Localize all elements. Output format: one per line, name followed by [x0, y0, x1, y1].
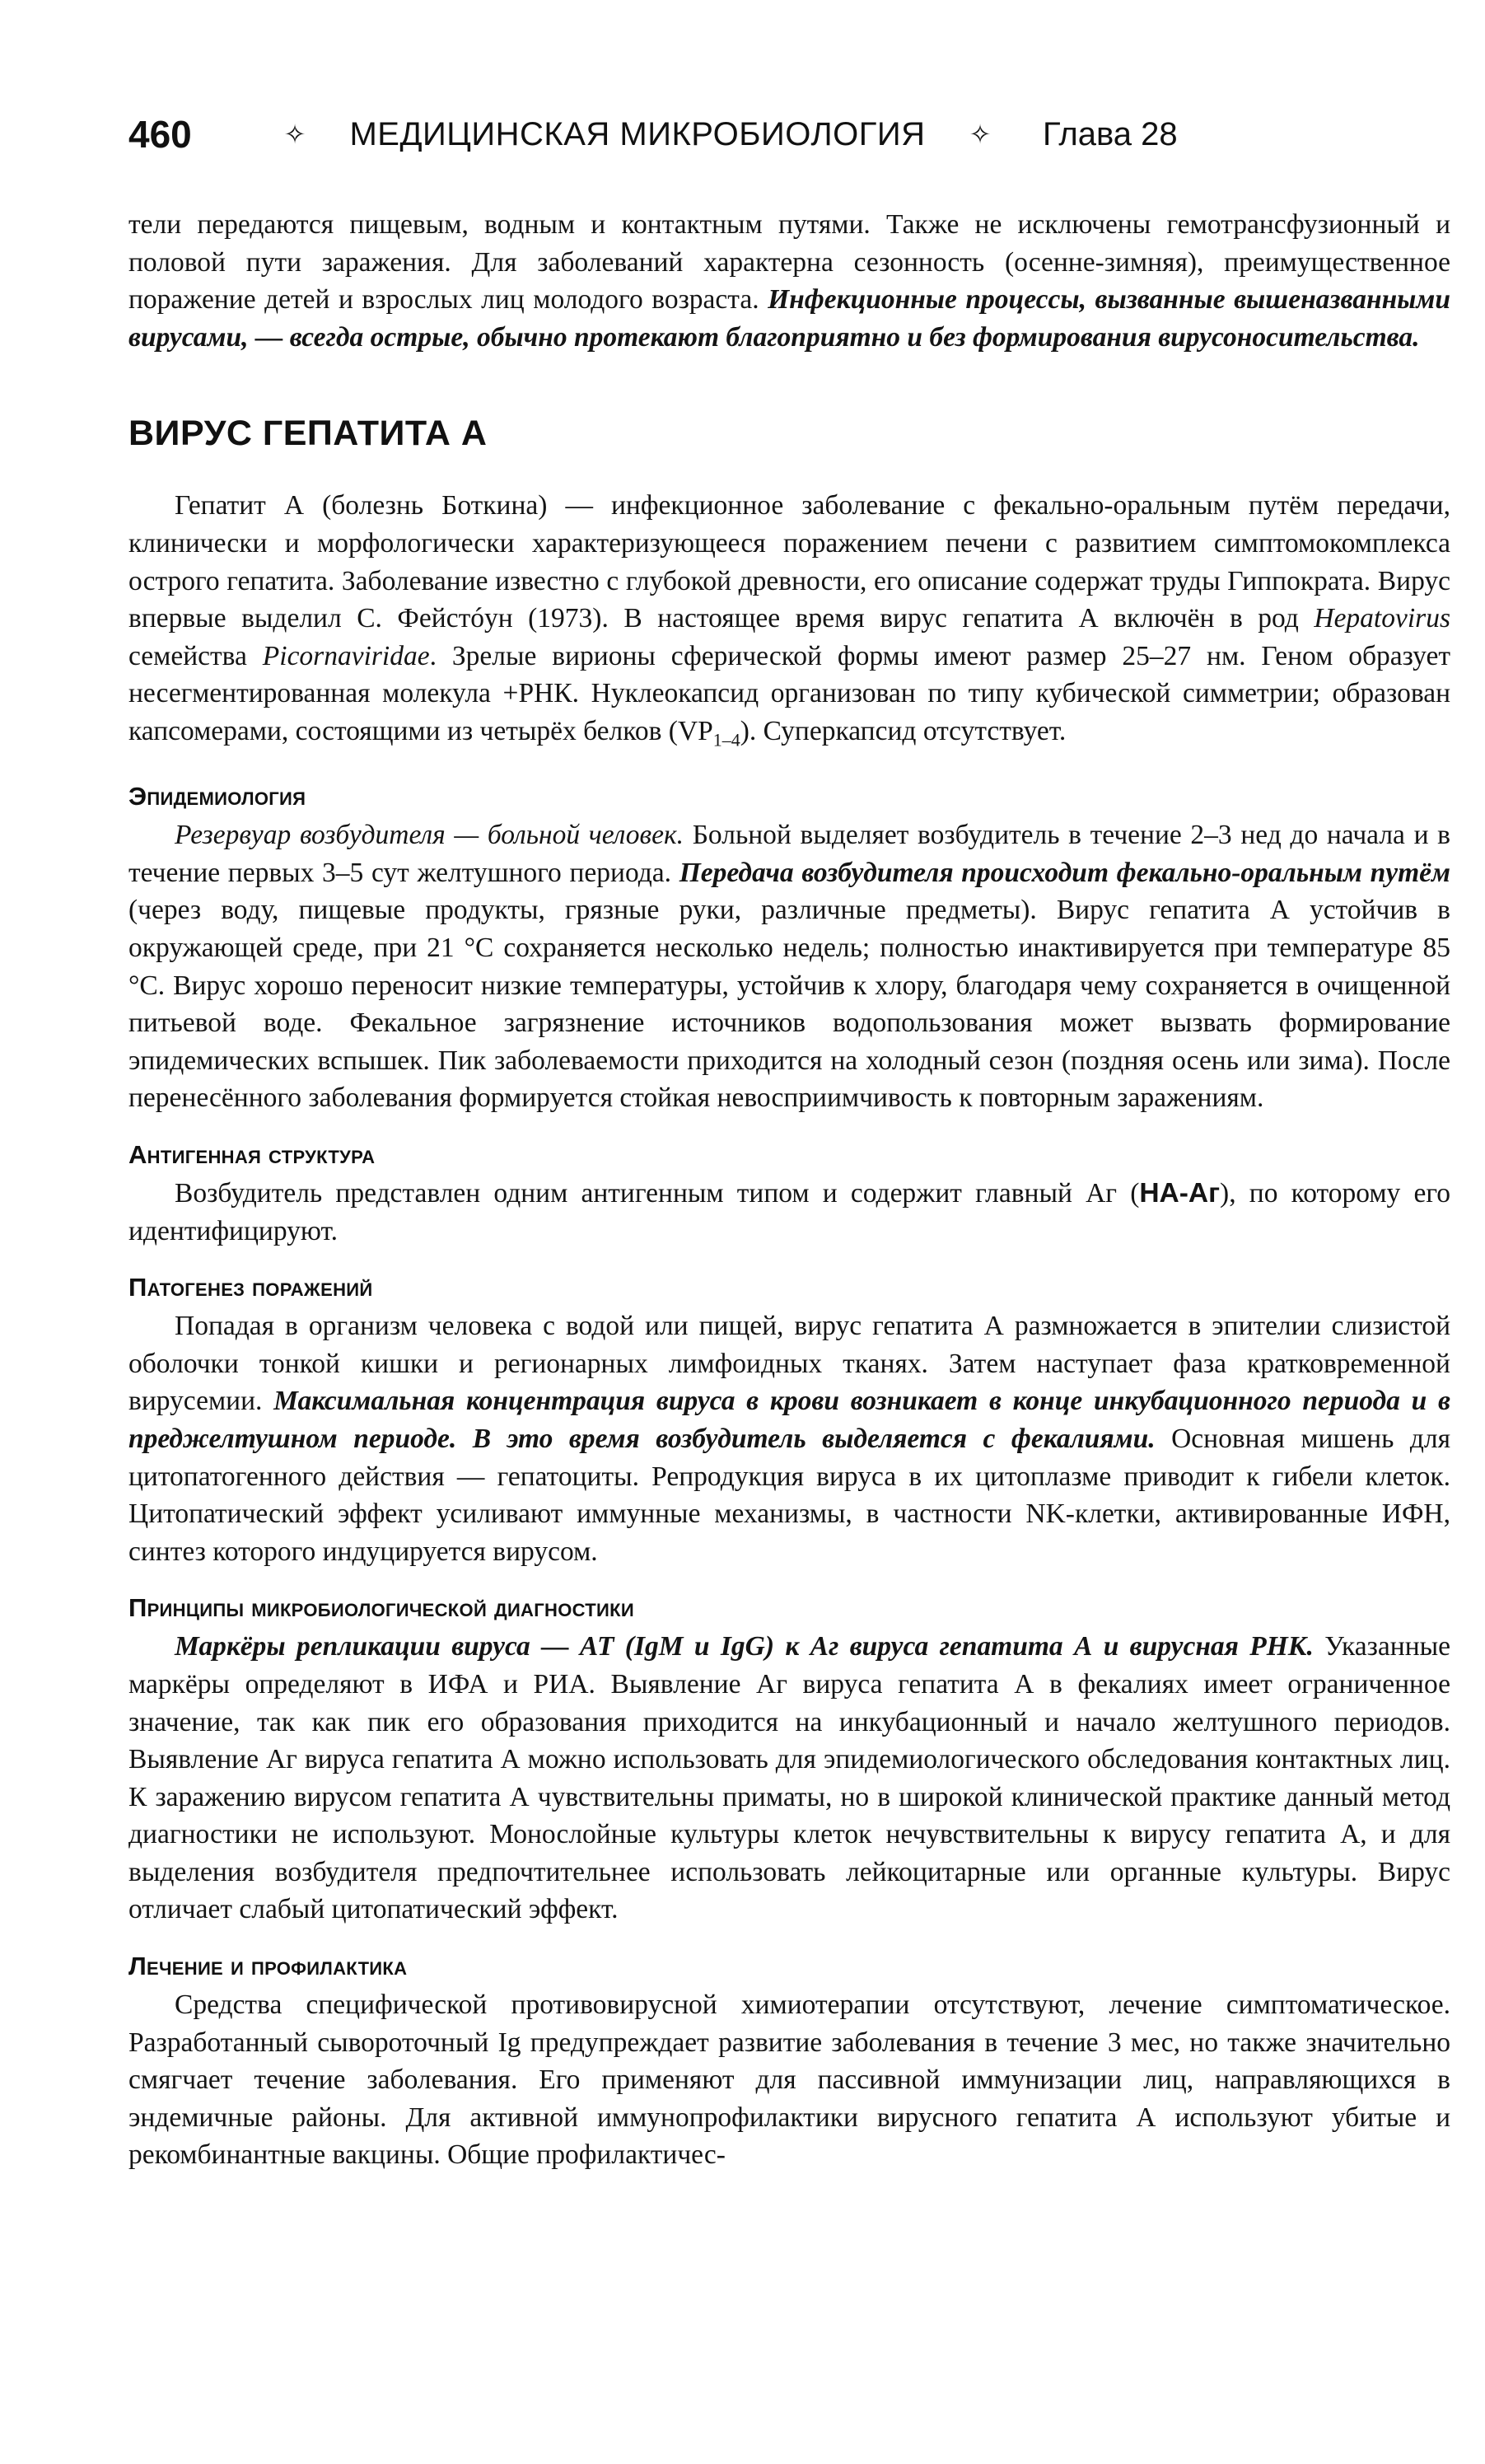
emphasis-text: Маркёры репликации вируса — АТ (IgM и IgG) к Аг вируса гепатита А и вирусная РНК. [175, 1631, 1314, 1662]
subsection-title-antigen: Антигенная структура [128, 1139, 376, 1169]
running-header [128, 105, 1450, 163]
antigen-paragraph [128, 1175, 1450, 1250]
emphasis-text: Передача возбудителя происходит фекально-оральным путём [679, 857, 1450, 888]
genus-name: Hepatovirus [1314, 603, 1450, 634]
paragraph-text: Попадая в организм человека с водой или пищей, вирус гепатита А размножается в эпителии слизистой оболочки тонкой кишки и регионарных лимфоидных тканях. Затем наступает фаза кратковременной вирусемии. [128, 1311, 1450, 1417]
diagnostics-paragraph [128, 1628, 1450, 1929]
intro-text: тели передаются пищевым, водным и контактным путями. Также не исключены гемотрансфузионный и половой пути заражения. Для заболеваний характерна сезонность (осенне-зимняя), преимущественное поражение детей и взрослых лиц молодого возраста. [128, 209, 1450, 316]
epidemiology-paragraph [128, 816, 1450, 1117]
treatment-paragraph [128, 1986, 1450, 2174]
diamond-ornament-icon: ✧ [283, 119, 306, 149]
pathogenesis-paragraph [128, 1307, 1450, 1570]
paragraph-text: Гепатит А (болезнь Боткина) — инфекционное заболевание с фекально-оральным путём передачи, клинически и морфологически характеризующееся поражением печени с развитием симптомокомплекса острого гепатита. Заболевание известно с глубокой древности, его описание содержат труды Гиппократа. Вирус впервые выделил С. Фейстóун (1973). В настоящее время вирус гепатита А включён в род [128, 490, 1450, 634]
paragraph-text: Указанные маркёры определяют в ИФА и РИА. Выявление Аг вируса гепатита А в фекалиях имеет ограниченное значение, так как пик его образования приходится на инкубационный и начало желтушного периодов. Выявление Аг вируса гепатита А можно использовать для эпидемиологического обследования контактных лиц. К заражению вирусом гепатита А чувствительны приматы, но в широкой клинической практике данный метод диагностики не используют. Монослойные культуры клеток нечувствительны к вирусу гепатита А, и для выделения возбудителя предпочтительнее использовать лейкоцитарные или органные культуры. Вирус отличает слабый цитопатический эффект. [128, 1631, 1450, 1925]
paragraph-text: (через воду, пищевые продукты, грязные руки, различные предметы). Вирус гепатита А устойчив в окружающей среде, при 21 °С сохраняется несколько недель; полностью инактивируется при температуре 85 °С. Вирус хорошо переносит низкие температуры, устойчив к хлору, благодаря чему сохраняется в очищенной питьевой воде. Фекальное загрязнение источников водопользования может вызвать формирование эпидемических вспышек. Пик заболеваемости приходится на холодный сезон (поздняя осень или зима). После перенесённого заболевания формируется стойкая невосприимчивость к повторным заражениям. [128, 895, 1450, 1114]
section-title: ВИРУС ГЕПАТИТА А [128, 414, 488, 454]
paragraph-text: ). Суперкапсид отсутствует. [740, 715, 1067, 746]
paragraph-text: Возбудитель представлен одним антигенным типом и содержит главный Аг ( [175, 1177, 1140, 1209]
paragraph-text: семейства [128, 640, 263, 671]
subsection-title-treatment: Лечение и профилактика [128, 1952, 408, 1981]
paragraph-text: Средства специфической противовирусной химиотерапии отсутствуют, лечение симптоматическое. Разработанный сывороточный Ig предупреждает развитие заболевания в течение 3 мес, но также значительно смягчает течение заболевания. Его применяют для пассивной иммунизации лиц, направляющихся в эндемичные районы. Для активной иммунопрофилактики вирусного гепатита А используют убитые и рекомбинантные вакцины. Общие профилактичес- [128, 1989, 1450, 2171]
section-paragraph [128, 487, 1450, 759]
page-number: 460 [128, 113, 192, 156]
paragraph-text: . Зрелые вирионы сферической формы имеют размер 25–27 нм. Геном образует несегментированная молекула +РНК. Нуклеокапсид организован по типу кубической симметрии; образован капсомерами, состоящими из четырёх белков (VP [128, 640, 1450, 746]
paragraph-text: Основная мишень для цитопатогенного действия — гепатоциты. Репродукция вируса в их цитоплазме приводит к гибели клеток. Цитопатический эффект усиливают иммунные механизмы, в частности NK-клетки, активированные ИФН, синтез которого индуцируется вирусом. [128, 1423, 1450, 1567]
intro-emphasis: Инфекционные процессы, вызванные вышеназванными вирусами, — всегда острые, обычно протекают благоприятно и без формирования вирусоносительства. [128, 284, 1450, 353]
intro-paragraph [128, 206, 1450, 356]
subsection-title-pathogenesis: Патогенез поражений [128, 1273, 373, 1302]
book-title: МЕДИЦИНСКАЯ МИКРОБИОЛОГИЯ [349, 115, 926, 152]
family-name: Picornaviridae [262, 640, 430, 671]
italic-text: Резервуар возбудителя — больной человек. [175, 820, 684, 851]
emphasis-text: Максимальная концентрация вируса в крови возникает в конце инкубационного периода и в преджелтушном периоде. В это время возбудитель выделяется с фекалиями. [128, 1386, 1450, 1454]
subsection-title-epidemiology: Эпидемиология [128, 782, 306, 811]
protein-subscript: 1–4 [712, 729, 740, 750]
paragraph-text: ), по которому его идентифицируют. [128, 1177, 1450, 1246]
subsection-title-diagnostics: Принципы микробиологической диагностики [128, 1593, 634, 1623]
chapter-label: Глава 28 [1043, 115, 1178, 152]
paragraph-text: Больной выделяет возбудитель в течение 2–3 нед до начала и в течение первых 3–5 сут желтушного периода. [128, 820, 1451, 888]
antigen-name: HA-Аг [1139, 1177, 1221, 1209]
diamond-ornament-icon: ✧ [969, 119, 992, 149]
